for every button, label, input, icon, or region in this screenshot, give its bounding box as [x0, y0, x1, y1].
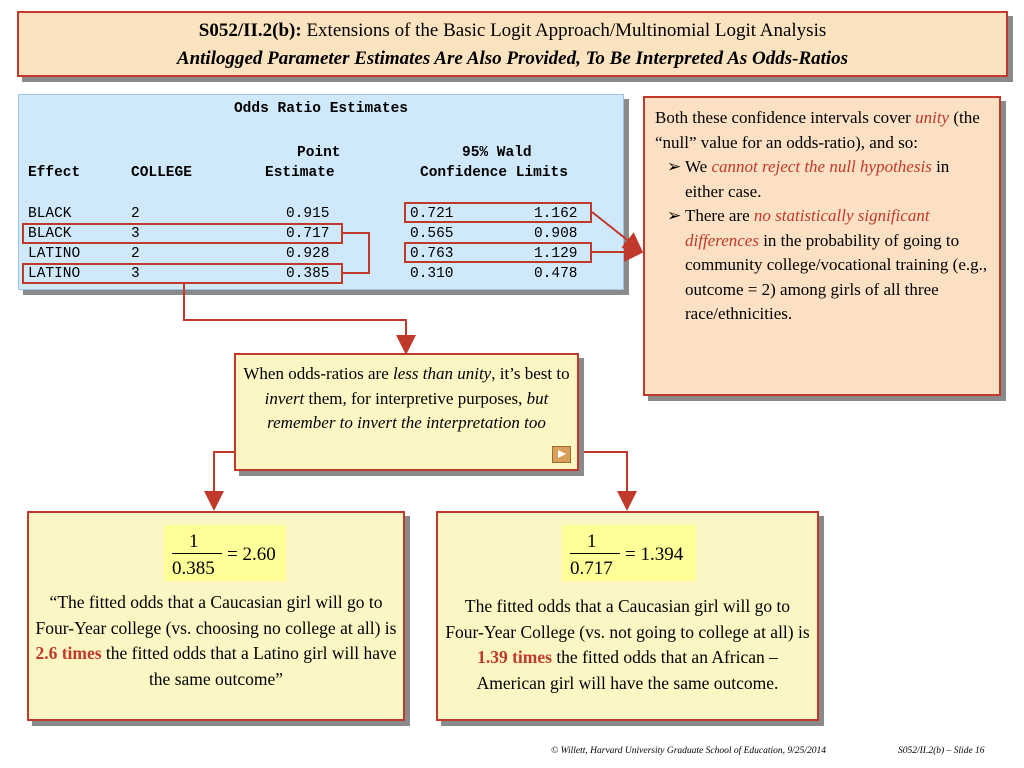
formula2-denominator: 0.717	[570, 558, 613, 579]
formula1-result: = 2.60	[227, 544, 276, 565]
formula1-fraction-bar	[172, 553, 222, 554]
row1-lower: 0.721	[410, 206, 454, 222]
mid-text-a: When odds-ratios are	[243, 364, 393, 383]
row2-effect: BLACK	[28, 226, 72, 242]
row1-effect: BLACK	[28, 206, 72, 222]
row4-estimate: 0.385	[286, 266, 330, 282]
slide-code: S052/II.2(b):	[198, 20, 302, 41]
latino-interpretation-card	[27, 511, 405, 721]
row3-college: 2	[131, 246, 140, 262]
row3-estimate: 0.928	[286, 246, 330, 262]
mid-italic-1: less than unity	[393, 364, 492, 383]
formula2-result: = 1.394	[625, 544, 684, 565]
bullet-arrow-icon: ➢	[667, 157, 682, 176]
header-limits: Confidence Limits	[420, 165, 568, 181]
header-effect: Effect	[28, 165, 81, 181]
row3-upper: 1.129	[534, 246, 578, 262]
card1-text-b: the fitted odds that a Latino girl will have the same outcome”	[101, 643, 397, 689]
sas-heading: Odds Ratio Estimates	[233, 101, 409, 117]
note-intro-text: Both these confidence intervals cover	[655, 108, 916, 127]
note-intro-tail: (the “null” value for an odds-ratio), and so:	[655, 108, 980, 152]
row2-lower: 0.565	[410, 226, 454, 242]
card2-text-a: The fitted odds that a Caucasian girl will go to Four-Year College (vs. not going to college at all) is	[445, 596, 810, 642]
row2-college: 3	[131, 226, 140, 242]
confidence-interval-note	[643, 96, 1001, 396]
formula1-denominator: 0.385	[172, 558, 215, 579]
slide-subtitle: Antilogged Parameter Estimates Are Also Provided, To Be Interpreted As Odds-Ratios	[176, 48, 849, 69]
mid-text-b: , it’s best to	[491, 364, 570, 383]
row2-upper: 0.908	[534, 226, 578, 242]
footer-copyright: © Willett, Harvard University Graduate School of Education, 9/25/2014	[551, 746, 826, 756]
note-unity: unity	[915, 108, 950, 127]
card1-text	[35, 590, 397, 692]
bullet-arrow-icon: ➢	[667, 206, 682, 225]
invert-advice-box	[234, 353, 579, 471]
mid-italic-2: invert	[264, 388, 305, 408]
mid-text-c: them, for interpretive purposes,	[304, 388, 527, 408]
bullet2-tail: in the probability of going to community college/vocational training (e.g., outcome = 2) among girls of all three race/ethnicities.	[685, 230, 988, 323]
row4-lower: 0.310	[410, 266, 454, 282]
card1-text-a: “The fitted odds that a Caucasian girl will go to Four-Year college (vs. choosing no college at all) is	[35, 592, 397, 638]
card2-highlight: 1.39 times	[477, 647, 552, 667]
footer-slide-number: S052/II.2(b) – Slide 16	[898, 746, 985, 756]
formula2-numerator: 1	[587, 531, 597, 552]
row4-effect: LATINO	[28, 266, 81, 282]
card1-highlight: 2.6 times	[35, 643, 102, 663]
row4-college: 3	[131, 266, 140, 282]
header-wald: 95% Wald	[462, 145, 532, 161]
mid-italic-3: but remember to invert the interpretation too	[267, 388, 549, 432]
row2-estimate: 0.717	[286, 226, 330, 242]
row3-lower: 0.763	[410, 246, 454, 262]
row4-upper: 0.478	[534, 266, 578, 282]
bullet2-emphasis: no statistically significant differences	[685, 206, 930, 250]
note-bullet-2	[655, 204, 989, 327]
row3-effect: LATINO	[28, 246, 81, 262]
header-college: COLLEGE	[131, 165, 192, 181]
play-icon[interactable]	[552, 446, 571, 463]
formula2-fraction-bar	[570, 553, 620, 554]
formula1-numerator: 1	[189, 531, 199, 552]
bullet1-lead: We	[685, 157, 712, 176]
note-bullet-1	[655, 155, 989, 204]
card2-text-b: the fitted odds that an African –American girl will have the same outcome.	[476, 647, 779, 693]
black-interpretation-card	[436, 511, 819, 721]
row1-upper: 1.162	[534, 206, 578, 222]
row1-college: 2	[131, 206, 140, 222]
note-intro	[655, 106, 989, 155]
row1-estimate: 0.915	[286, 206, 330, 222]
bullet2-lead: There are	[685, 206, 754, 225]
header-point: Point	[297, 145, 341, 161]
title-text: Extensions of the Basic Logit Approach/Multinomial Logit Analysis	[301, 20, 827, 41]
bullet1-tail: in either case.	[685, 157, 950, 201]
inverse-formula-1	[164, 525, 286, 581]
inverse-formula-2	[562, 525, 696, 581]
card2-text	[444, 594, 811, 696]
bullet1-emphasis: cannot reject the null hypothesis	[711, 157, 932, 176]
header-estimate: Estimate	[265, 165, 335, 181]
